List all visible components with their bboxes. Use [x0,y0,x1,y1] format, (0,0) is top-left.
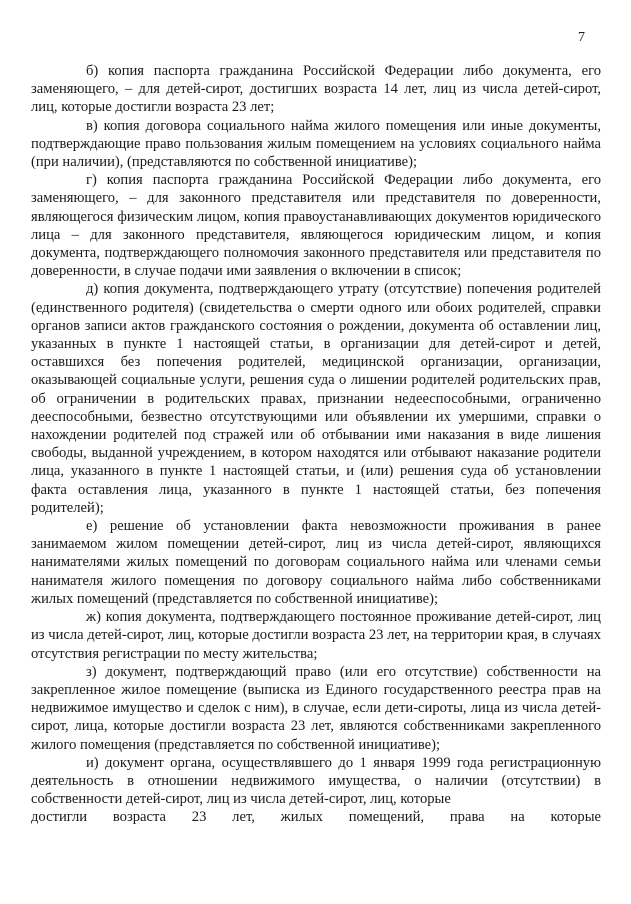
paragraph-v: в) копия договора социального найма жилого помещения или иные документы, подтверждающие право пользования жилым помещением на условиях социального найма (при наличии), (представляются по собственной инициативе); [31,117,601,171]
paragraph-d: д) копия документа, подтверждающего утрату (отсутствие) попечения родителей (единственного родителя) (свидетельства о смерти одного или обоих родителей, справки органов записи актов гражданского состояния о рождении, документа об оставлении лиц, указанных в пункте 1 настоящей статьи, в организации для детей-сирот и детей, оставшихся без попечения родителей, медицинской организации, организации, оказывающей социальные услуги, решения суда о лишении родителей родительских прав, об ограничении в родительских правах, признании недееспособными, ограниченно дееспособными, безвестно отсутствующими или объявлении их умершими, справки о нахождении родителей под стражей или об отбывании ими наказания в виде лишения свободы, выданной учреждением, в котором находятся или отбывают наказание родители лица, указанного в пункте 1 настоящей статьи, и (или) решения суда об установлении факта оставления лица, указанного в пункте 1 настоящей статьи, без попечения родителей); [31,281,601,516]
paragraph-e: е) решение об установлении факта невозможности проживания в ранее занимаемом жилом помещении детей-сирот, лиц из числа детей-сирот, являющихся нанимателями жилых помещений по договорам социального найма или членами семьи нанимателя жилого помещения по договору социального найма либо собственниками жилых помещений (представляется по собственной инициативе); [31,518,601,607]
paragraph-b: б) копия паспорта гражданина Российской Федерации либо документа, его заменяющего, – для детей-сирот, достигших возраста 14 лет, лиц из числа детей-сирот, лиц, которые достигли возраста 23 лет; [31,63,601,116]
paragraph-i-continued: достигли возраста 23 лет, жилых помещений, права на которые [31,809,601,826]
paragraph-i: и) документ органа, осуществлявшего до 1 января 1999 года регистрационную деятельность в отношении недвижимого имущества, о наличии (отсутствии) в собственности детей-сирот, лиц из числа детей-сирот, лиц, которые [31,754,601,808]
document-body [31,62,601,827]
page-number: 7 [578,30,585,45]
paragraph-zh: ж) копия документа, подтверждающего постоянное проживание детей-сирот, лиц из числа детей-сирот, лиц, которые достигли возраста 23 лет, на территории края, в случаях отсутствия регистрации по месту жительства; [31,609,601,662]
paragraph-g: г) копия паспорта гражданина Российской Федерации либо документа, его заменяющего, – для законного представителя или представителя по доверенности, являющегося физическим лицом, копия правоустанавливающих документов юридического лица – для законного представителя, являющегося юридическим лицом, и копия документа, подтверждающего полномочия законного представителя или представителя по доверенности, в случае подачи ими заявления о включении в список; [31,172,601,280]
paragraph-z: з) документ, подтверждающий право (или его отсутствие) собственности на закрепленное жилое помещение (выписка из Единого государственного реестра прав на недвижимое имущество и сделок с ним), в случае, если дети-сироты, лица из числа детей-сирот, лица, которые достигли возраста 23 лет, являются собственниками закрепленного жилого помещения (представляется по собственной инициативе); [31,663,601,753]
